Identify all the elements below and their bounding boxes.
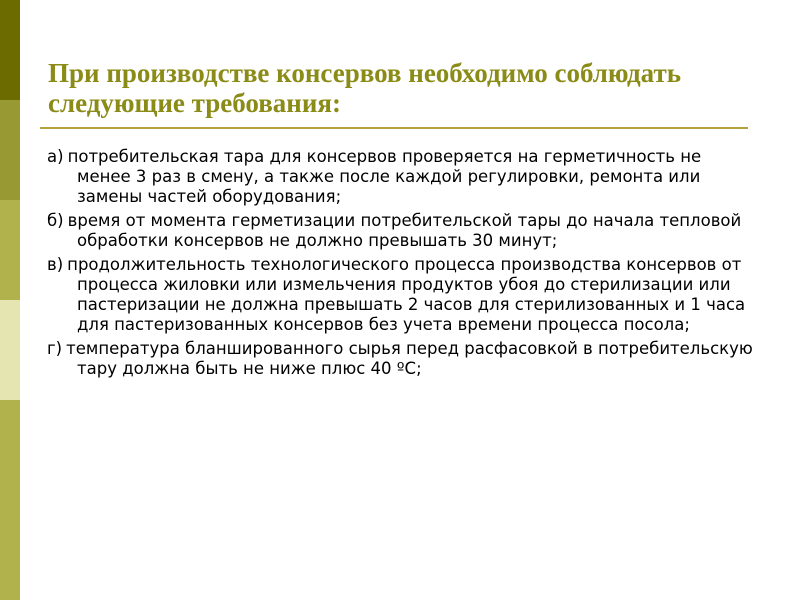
sidebar-segment — [0, 200, 20, 300]
list-item — [47, 147, 757, 207]
title-underline — [40, 127, 748, 129]
slide-title: При производстве консервов необходимо соблюдать следующие требования: — [48, 58, 682, 118]
list-item-text: температура бланшированного сырья перед расфасовкой в потребительскую тару должна быть не ниже плюс 40 ºС; — [66, 339, 753, 378]
list-item-marker: в) — [47, 255, 64, 274]
list-item — [47, 339, 757, 379]
list-item-marker: г) — [47, 339, 63, 358]
sidebar-segment — [0, 400, 20, 600]
sidebar-segment — [0, 100, 20, 200]
list-item-text: время от момента герметизации потребительской тары до начала тепловой обработки консервов не должно превышать 30 минут; — [67, 211, 742, 250]
sidebar-segment — [0, 300, 20, 400]
decorative-sidebar — [0, 0, 20, 600]
list-item-text: продолжительность технологического процесса производства консервов от процесса жиловки или измельчения продуктов убоя до стерилизации или пастеризации не должна превышать 2 часов для стерилизованных и 1 часа для пастеризованных консервов без учета времени процесса посола; — [67, 255, 746, 334]
list-item-marker: б) — [47, 211, 64, 230]
sidebar-segment — [0, 0, 20, 100]
list-item — [47, 255, 757, 335]
list-item-marker: а) — [47, 147, 64, 166]
list-item — [47, 211, 757, 251]
list-item-text: потребительская тара для консервов проверяется на герметичность не менее 3 раз в смену, а также после каждой регулировки, ремонта или замены частей оборудования; — [67, 147, 702, 206]
requirements-list — [47, 147, 757, 383]
